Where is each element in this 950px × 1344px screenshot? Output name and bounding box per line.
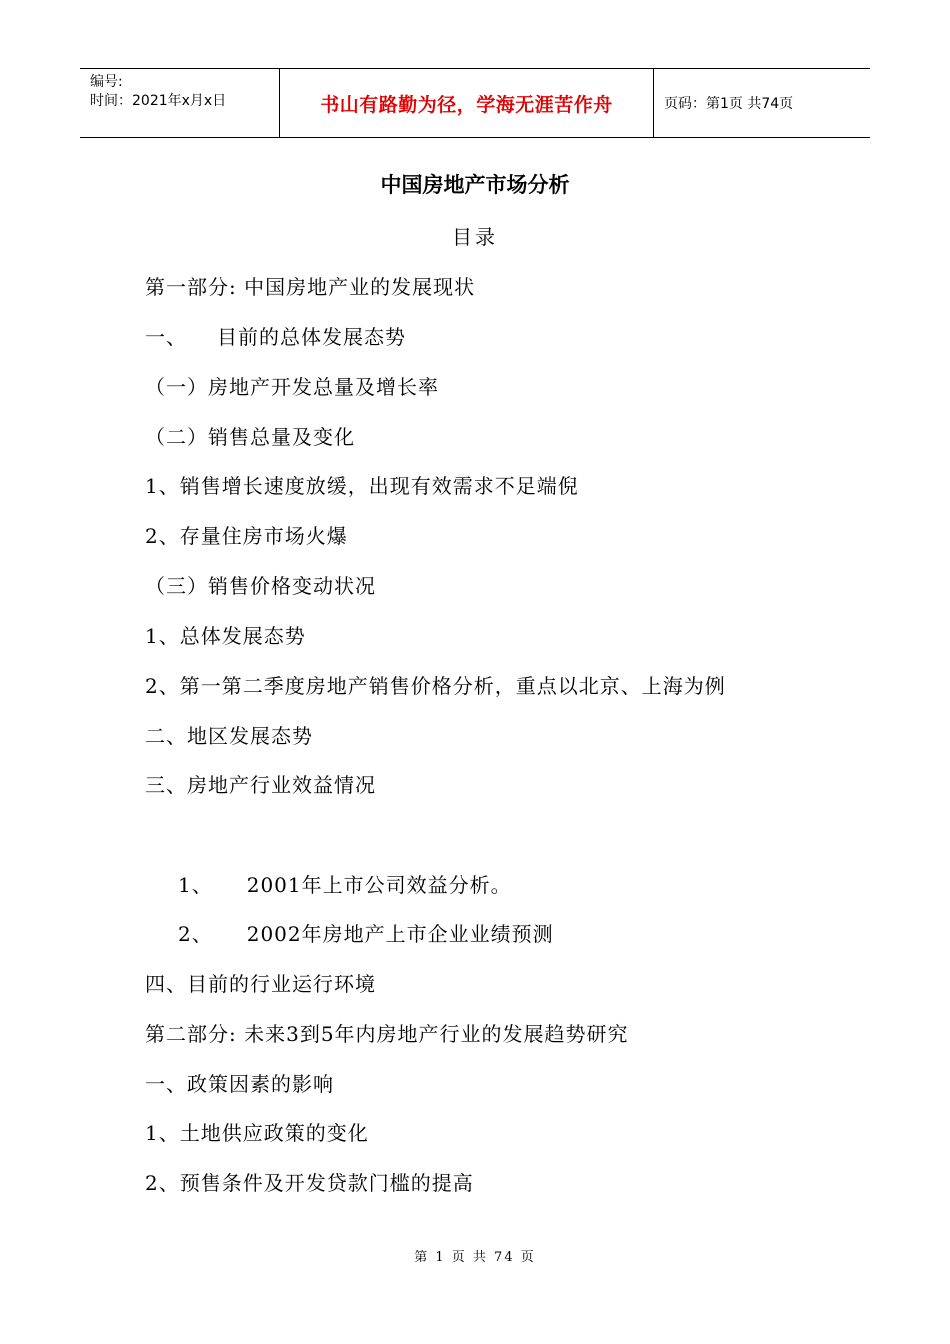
toc-item: 1、销售增长速度放缓，出现有效需求不足端倪 (145, 474, 579, 498)
toc-item: 1、 2001年上市公司效益分析。 (178, 873, 512, 897)
date-label: 时间：2021年x月x日 (90, 93, 227, 109)
toc-item: 2、预售条件及开发贷款门槛的提高 (145, 1171, 474, 1195)
header-meta (80, 69, 280, 137)
number-label: 编号: (90, 74, 123, 90)
toc-item: 1、总体发展态势 (145, 624, 306, 648)
toc-item: 二、地区发展态势 (145, 724, 313, 748)
toc-item: 四、目前的行业运行环境 (145, 972, 376, 996)
page-header (80, 68, 870, 138)
toc-item: 2、 2002年房地产上市企业业绩预测 (178, 922, 554, 946)
toc-item: （二）销售总量及变化 (145, 425, 355, 449)
toc-item: 1、土地供应政策的变化 (145, 1121, 369, 1145)
toc-item: 一、 目前的总体发展态势 (145, 325, 406, 349)
toc-item: 2、存量住房市场火爆 (145, 524, 348, 548)
document-title: 中国房地产市场分析 (380, 173, 570, 197)
toc-item: 第一部分: 中国房地产业的发展现状 (145, 275, 476, 299)
toc-item: 2、第一第二季度房地产销售价格分析，重点以北京、上海为例 (145, 674, 726, 698)
header-motto: 书山有路勤为径，学海无涯苦作舟 (280, 69, 654, 137)
toc-item: （三）销售价格变动状况 (145, 574, 376, 598)
page-footer: 第 1 页 共 74 页 (414, 1250, 536, 1265)
header-page-label: 页码：第1页 共74页 (664, 96, 794, 112)
toc-item: 第二部分: 未来3到5年内房地产行业的发展趋势研究 (145, 1022, 629, 1046)
toc-item: 三、房地产行业效益情况 (145, 773, 376, 797)
toc-heading: 目录 (452, 225, 498, 249)
toc-item: 一、政策因素的影响 (145, 1072, 334, 1096)
toc-item: （一）房地产开发总量及增长率 (145, 375, 439, 399)
